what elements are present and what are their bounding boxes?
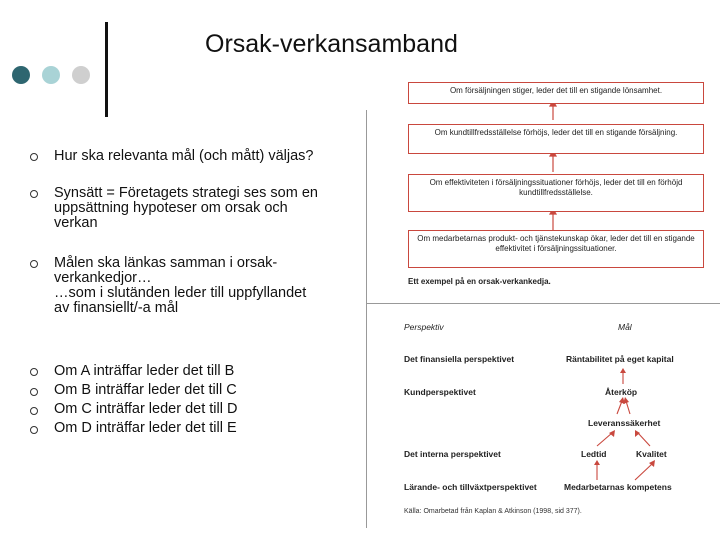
chain-box-4 [408,230,704,268]
decor-dot-1 [12,66,30,84]
goal-roe: Räntabilitet på eget kapital [566,354,674,364]
chain-box-3 [408,174,704,212]
decor-dot-3 [72,66,90,84]
goal-repurchase: Återköp [605,387,638,397]
bullet-line: Om B inträffar leder det till C [54,382,237,398]
bullet-marker [30,368,38,376]
chain-box-text: Om effektiviteten i försäljningssituationer förhöjs, leder det till en förhöjd kundtillfredsställelse. [429,178,683,197]
source-note: Källa: Omarbetad från Kaplan & Atkinson (1998, sid 377). [404,508,582,515]
bullet-line: …som i slutänden leder till uppfyllandet [54,285,307,301]
panel-divider-vertical [366,110,367,528]
perspective-learning: Lärande- och tillväxtperspektivet [404,482,537,492]
bullet-item [54,421,237,436]
chain-box-2 [408,124,704,154]
goal-lead-time: Ledtid [581,449,607,459]
bullet-item [54,383,237,398]
goal-delivery-reliability: Leveranssäkerhet [588,418,661,428]
bullet-item [54,364,234,379]
bullet-line: Om A inträffar leder det till B [54,363,235,379]
bullet-marker [30,260,38,268]
perspective-customer: Kundperspektivet [404,387,476,397]
goal-employee-competence: Medarbetarnas kompetens [564,482,672,492]
bullet-line: verkan [54,215,98,231]
panel-divider-horizontal [366,303,720,304]
perspective-header: Perspektiv [404,322,444,332]
chain-caption: Ett exempel på en orsak-verkankedja. [408,277,551,286]
bullet-item [54,186,318,231]
bullet-line: Hur ska relevanta mål (och mått) väljas? [54,148,314,164]
title-divider [105,22,108,117]
bullet-line: Synsätt = Företagets strategi ses som en [54,185,318,201]
bullet-marker [30,426,38,434]
goal-arrows [560,360,710,490]
chain-box-text: Om försäljningen stiger, leder det till en stigande lönsamhet. [449,86,663,95]
bullet-marker [30,388,38,396]
bullet-marker [30,407,38,415]
bullet-marker [30,190,38,198]
chain-box-text: Om kundtillfredsställelse förhöjs, leder det till en stigande försäljning. [434,128,678,137]
chain-box-1 [408,82,704,104]
perspective-financial: Det finansiella perspektivet [404,354,515,364]
goal-header: Mål [618,322,632,332]
chain-arrows [540,100,570,240]
slide-title: Orsak-verkansamband [205,30,458,58]
bullet-item [54,149,314,164]
decor-dot-2 [42,66,60,84]
bullet-item [54,256,306,316]
bullet-line: Målen ska länkas samman i orsak- [54,255,278,271]
goal-quality: Kvalitet [636,449,667,459]
bullet-marker [30,153,38,161]
bullet-line: av finansiellt/-a mål [54,300,179,316]
chain-box-text: Om medarbetarnas produkt- och tjänstekunskap ökar, leder det till en stigande effektivitet i försäljningssituationer. [417,234,695,253]
bullet-line: verkankedjor… [54,270,152,286]
bullet-line: Om C inträffar leder det till D [54,401,238,417]
bullet-line: Om D inträffar leder det till E [54,420,237,436]
bullet-line: uppsättning hypoteser om orsak och [54,200,288,216]
bullet-item [54,402,237,417]
perspective-internal: Det interna perspektivet [404,449,501,459]
